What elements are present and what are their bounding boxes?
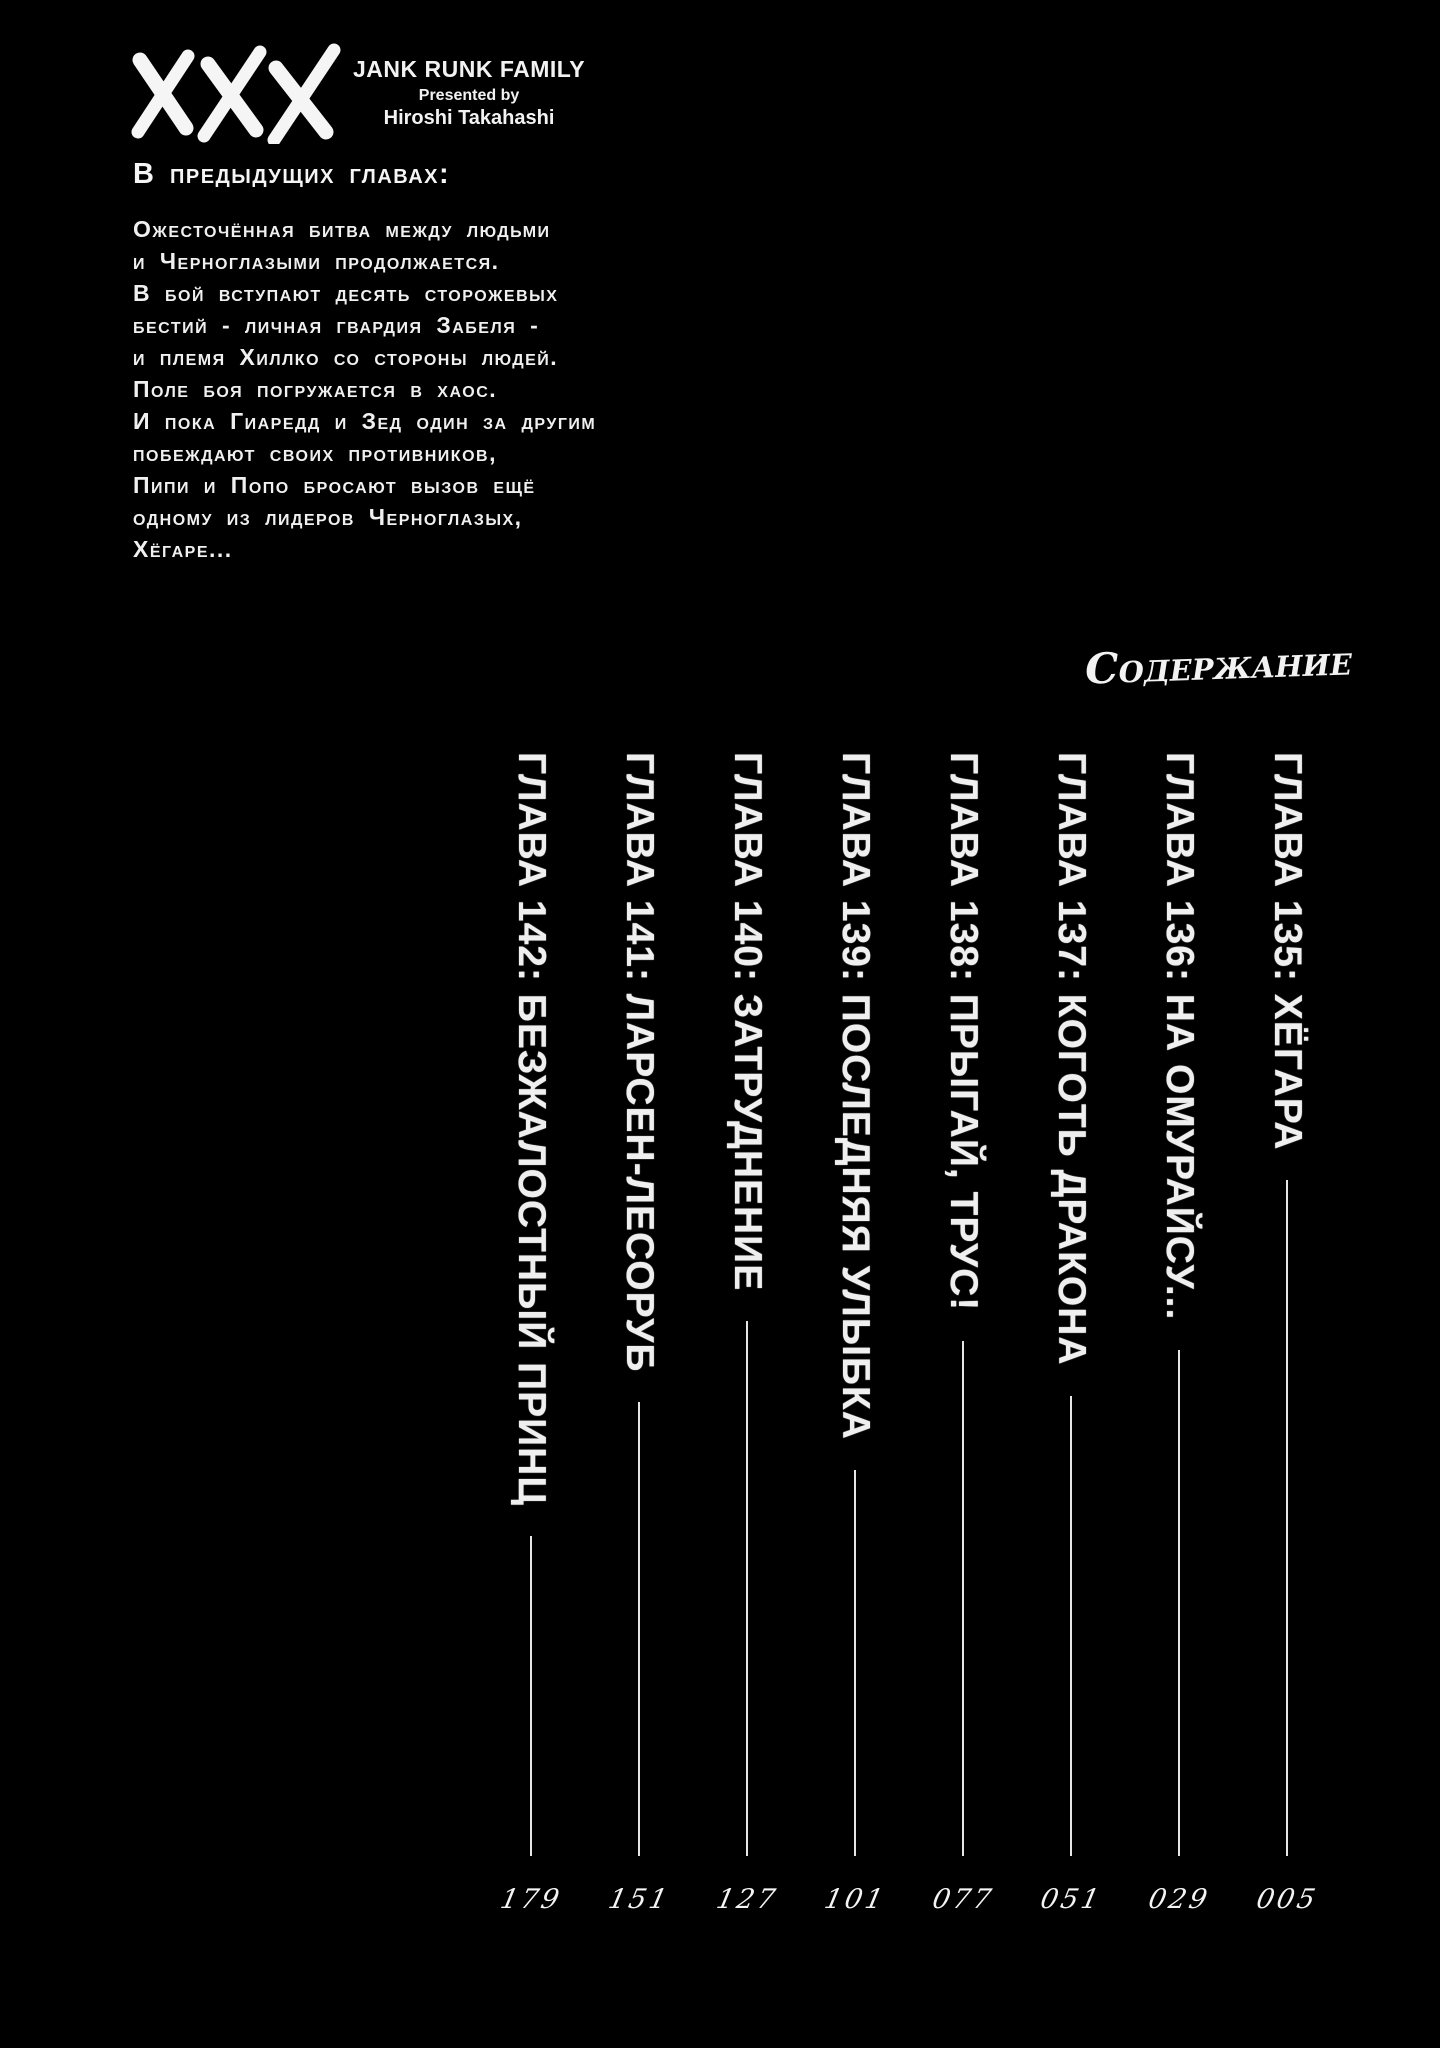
chapter-page-number: 077 bbox=[929, 1883, 997, 1915]
chapter-title: ГЛАВА 137: КОГОТЬ ДРАКОНА bbox=[1050, 752, 1093, 1366]
chapter-entry bbox=[713, 752, 781, 1920]
chapter-entry bbox=[1037, 752, 1105, 1920]
toc-columns bbox=[497, 752, 1321, 1920]
chapter-entry bbox=[1145, 752, 1213, 1920]
chapter-leader-line bbox=[746, 1321, 748, 1856]
logo bbox=[128, 42, 585, 144]
recap-line: Хёгаре... bbox=[133, 536, 233, 562]
chapter-title: ГЛАВА 139: ПОСЛЕДНЯЯ УЛЫБКА bbox=[834, 752, 877, 1440]
chapter-title: ГЛАВА 136: НА ОМУРАЙСУ... bbox=[1158, 752, 1201, 1321]
author-name: Hiroshi Takahashi bbox=[383, 106, 555, 129]
chapter-title: ГЛАВА 141: ЛАРСЕН-ЛЕСОРУБ bbox=[618, 752, 661, 1373]
recap-line: побеждают своих противников, bbox=[133, 440, 497, 466]
chapter-entry bbox=[821, 752, 889, 1920]
chapter-entry bbox=[1253, 752, 1321, 1920]
recap-line: и Черноглазыми продолжается. bbox=[133, 248, 500, 274]
recap-line: и племя Хиллко со стороны людей. bbox=[133, 344, 559, 370]
chapter-page-number: 101 bbox=[821, 1883, 889, 1915]
chapter-page-number: 179 bbox=[497, 1883, 565, 1915]
chapter-entry bbox=[605, 752, 673, 1920]
chapter-page-number: 029 bbox=[1145, 1883, 1213, 1915]
chapter-leader-line bbox=[530, 1536, 532, 1856]
recap-lines bbox=[133, 213, 613, 565]
series-title: JANK RUNK FAMILY bbox=[353, 56, 586, 83]
chapter-leader-line bbox=[962, 1341, 964, 1856]
recap-line: Поле боя погружается в хаос. bbox=[133, 376, 498, 402]
toc-heading: Содержание bbox=[1084, 635, 1353, 694]
chapter-entry bbox=[497, 752, 565, 1920]
chapter-leader-line bbox=[1286, 1180, 1288, 1856]
recap-heading: В предыдущих главах: bbox=[133, 158, 451, 190]
recap-line: бестий - личная гвардия Забеля - bbox=[133, 312, 540, 338]
recap-section bbox=[133, 158, 613, 565]
recap-line: Ожесточённая битва между людьми bbox=[133, 216, 551, 242]
chapter-leader-line bbox=[1070, 1396, 1072, 1856]
chapter-title: ГЛАВА 135: ХЁГАРА bbox=[1266, 752, 1309, 1151]
chapter-leader-line bbox=[638, 1402, 640, 1856]
chapter-leader-line bbox=[854, 1470, 856, 1856]
logo-text bbox=[353, 56, 585, 130]
presented-by-label: Presented by bbox=[418, 86, 520, 104]
recap-line: В бой вступают десять сторожевых bbox=[133, 280, 559, 306]
chapter-leader-line bbox=[1178, 1350, 1180, 1856]
chapter-title: ГЛАВА 140: ЗАТРУДНЕНИЕ bbox=[726, 752, 769, 1292]
recap-line: одному из лидеров Черноглазых, bbox=[133, 504, 523, 530]
chapter-entry bbox=[929, 752, 997, 1920]
chapter-title: ГЛАВА 138: ПРЫГАЙ, ТРУС! bbox=[942, 752, 985, 1312]
chapter-page-number: 051 bbox=[1037, 1883, 1105, 1915]
chapter-page-number: 127 bbox=[713, 1883, 781, 1915]
recap-line: Пипи и Попо бросают вызов ещё bbox=[133, 472, 536, 498]
chapter-page-number: 005 bbox=[1253, 1883, 1321, 1915]
chapter-page-number: 151 bbox=[605, 1883, 673, 1915]
triple-x-logo-icon bbox=[128, 42, 343, 144]
recap-line: И пока Гиаредд и Зед один за другим bbox=[133, 408, 597, 434]
chapter-title: ГЛАВА 142: БЕЗЖАЛОСТНЫЙ ПРИНЦ bbox=[510, 752, 553, 1506]
